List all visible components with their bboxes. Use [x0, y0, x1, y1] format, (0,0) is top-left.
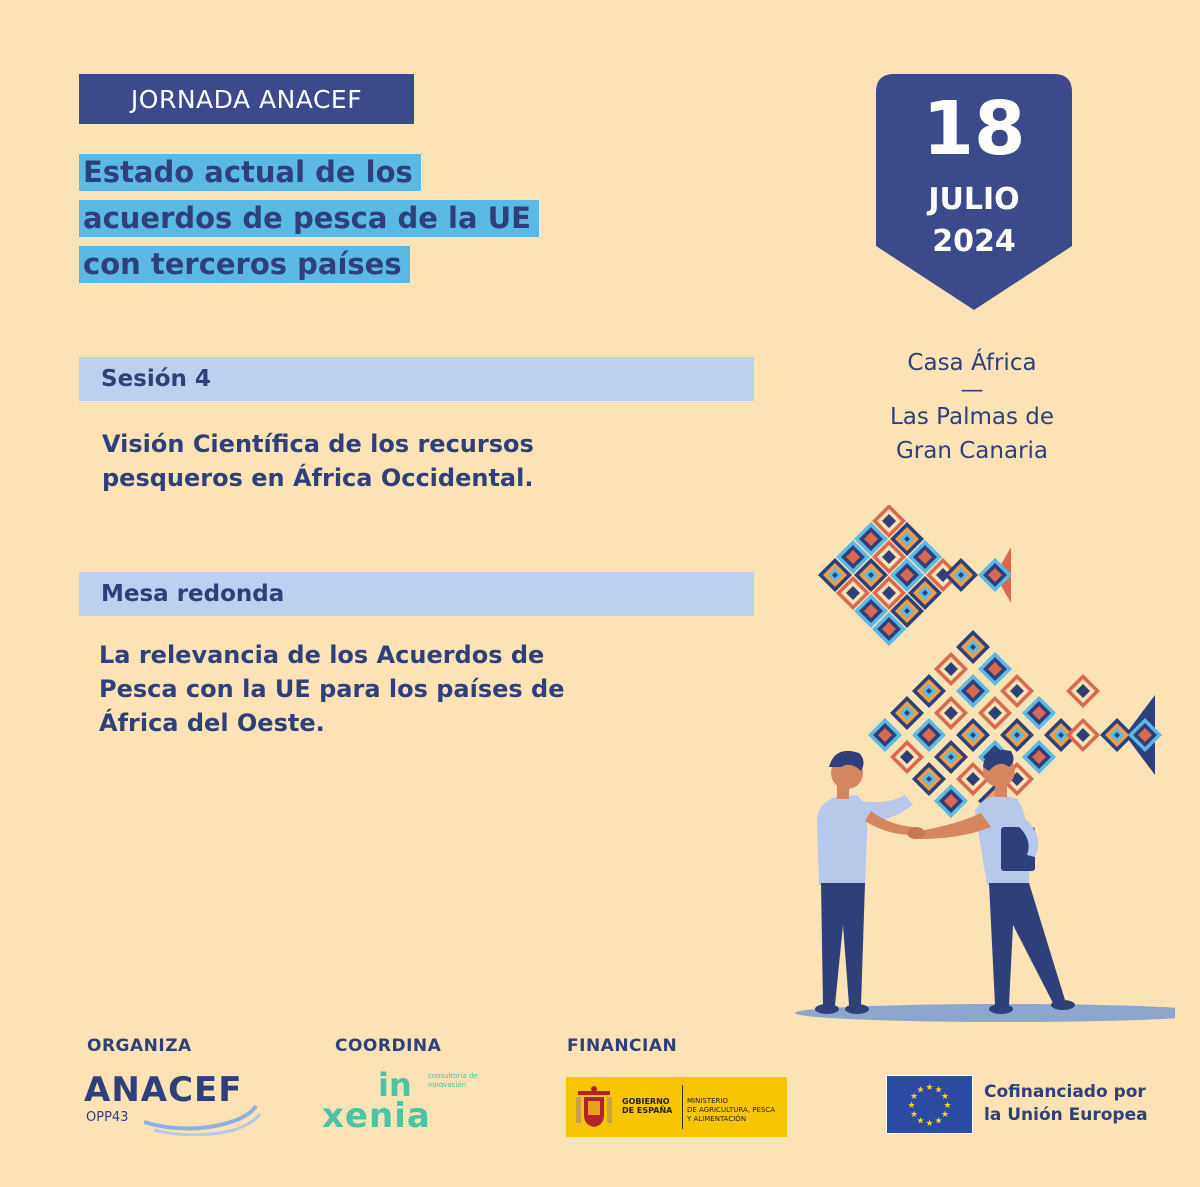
inxenia-logo-line-2: xenia: [322, 1096, 431, 1136]
svg-text:★: ★: [907, 1101, 916, 1111]
ministerio-line-3: Y ALIMENTACIÓN: [687, 1115, 747, 1123]
svg-text:★: ★: [943, 1101, 952, 1111]
date-month: JULIO: [928, 182, 1020, 217]
gobierno-text: [622, 1097, 672, 1115]
svg-text:★: ★: [925, 1119, 934, 1129]
anacef-logo[interactable]: [84, 1070, 264, 1134]
date-day: 18: [922, 86, 1026, 172]
anacef-logo-sub: OPP43: [86, 1110, 129, 1125]
round-table-text-line-1: La relevancia de los Acuerdos de: [99, 641, 545, 669]
svg-text:★: ★: [934, 1116, 943, 1127]
event-label: JORNADA ANACEF: [79, 74, 414, 124]
eu-line-2: la Unión Europea: [984, 1105, 1148, 1125]
ministerio-line-2: DE AGRICULTURA, PESCA: [687, 1106, 775, 1114]
anacef-logo-name: ANACEF: [84, 1070, 243, 1110]
svg-text:★: ★: [916, 1085, 925, 1096]
ministerio-text: [687, 1097, 775, 1124]
coat-of-arms-icon: [574, 1085, 614, 1129]
title-line-2: acuerdos de pesca de la UE: [79, 200, 539, 237]
gobierno-espana-logo[interactable]: [566, 1077, 787, 1137]
organiza-label: ORGANIZA: [87, 1036, 192, 1056]
svg-text:★: ★: [916, 1116, 925, 1127]
eu-logo[interactable]: [886, 1075, 1148, 1135]
wave-icon: [144, 1100, 264, 1136]
title-line-3: con terceros países: [79, 246, 410, 283]
svg-text:★: ★: [909, 1110, 919, 1120]
eu-text: [984, 1081, 1148, 1127]
eu-stars-icon: [887, 1076, 972, 1133]
title-line-1: Estado actual de los: [79, 154, 421, 191]
handshake-fish-illustration: [795, 505, 1175, 1030]
date-badge: [876, 74, 1072, 310]
inxenia-logo[interactable]: [322, 1066, 492, 1136]
venue: [860, 346, 1084, 468]
session-4-header: Sesión 4: [79, 357, 754, 401]
date-year: 2024: [932, 224, 1016, 259]
gob-separator: [682, 1085, 683, 1129]
svg-text:★: ★: [934, 1085, 943, 1096]
round-table-header: Mesa redonda: [79, 572, 754, 616]
eu-line-1: Cofinanciado por: [984, 1082, 1146, 1102]
round-table-text-line-2: Pesca con la UE para los países de: [99, 675, 565, 703]
session-4-text: [102, 427, 702, 495]
inxenia-logo-tag: consultoría de innovación: [428, 1072, 478, 1089]
financian-label: FINANCIAN: [567, 1036, 678, 1056]
venue-separator: —: [960, 377, 984, 403]
svg-text:★: ★: [909, 1092, 919, 1102]
inxenia-logo-line-1: in: [378, 1066, 412, 1104]
session-4-text-line-2: pesqueros en África Occidental.: [102, 464, 534, 492]
round-table-text-line-3: África del Oeste.: [99, 709, 325, 737]
venue-city-line-1: Las Palmas de: [889, 404, 1055, 430]
svg-text:★: ★: [925, 1083, 934, 1093]
gobierno-line-2: DE ESPAÑA: [622, 1106, 673, 1115]
venue-name: Casa África: [907, 350, 1037, 376]
session-4-text-line-1: Visión Científica de los recursos: [102, 430, 534, 458]
eu-flag-icon: [886, 1075, 973, 1134]
coordina-label: COORDINA: [335, 1036, 442, 1056]
gobierno-line-1: GOBIERNO: [622, 1097, 670, 1106]
svg-text:★: ★: [940, 1110, 950, 1120]
venue-city-line-2: Gran Canaria: [895, 438, 1049, 464]
round-table-text: [99, 638, 699, 740]
event-title: [79, 151, 539, 289]
illustration-art: [795, 505, 1175, 1030]
ministerio-line-1: MINISTERIO: [687, 1097, 728, 1105]
svg-text:★: ★: [940, 1092, 950, 1102]
